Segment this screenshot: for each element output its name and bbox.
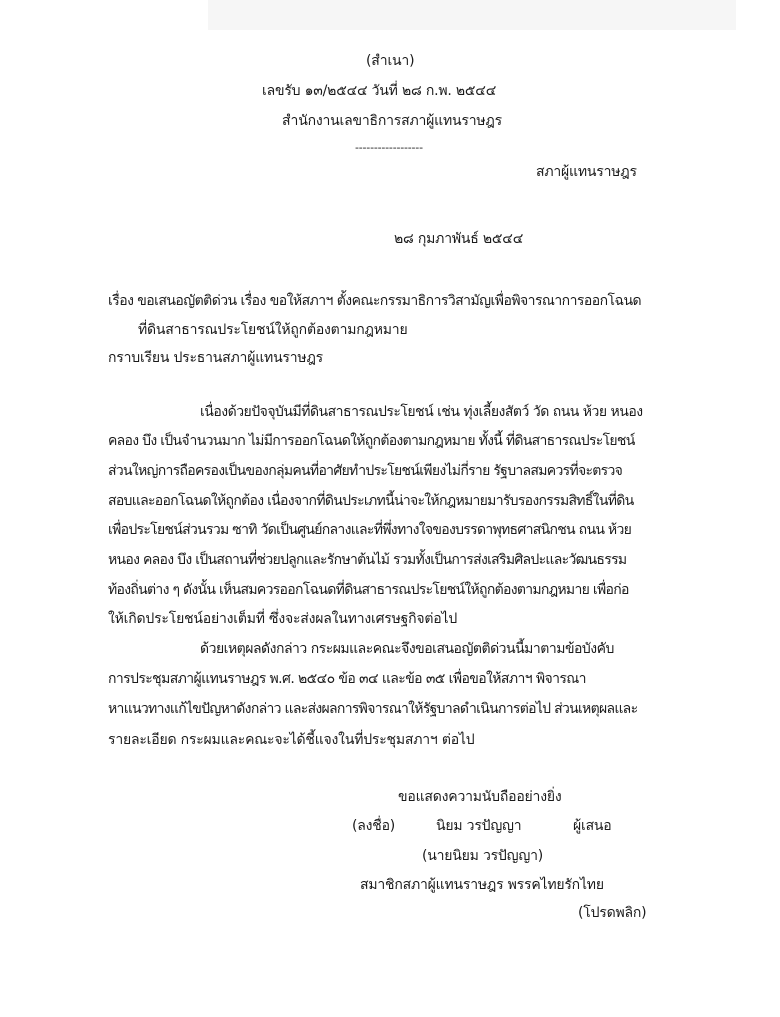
paragraph-2-line: ด้วยเหตุผลดังกล่าว กระผมและคณะจึงขอเสนอญัตติด่วนนี้มาตามข้อบังคับ [200, 641, 614, 657]
paragraph-1-line: ให้เกิดประโยชน์อย่างเต็มที่ ซึ่งจะส่งผลในทางเศรษฐกิจต่อไป [108, 611, 458, 627]
header-divider: ------------------ [355, 141, 423, 154]
salutation: กราบเรียน ประธานสภาผู้แทนราษฎร [108, 350, 323, 366]
paragraph-1-line: คลอง บึง เป็นจำนวนมาก ไม่มีการออกโฉนดให้ถูกต้องตามกฎหมาย ทั้งนี้ ที่ดินสาธารณประโยชน์ [108, 433, 635, 449]
paragraph-1-line: ท้องถิ่นต่าง ๆ ดังนั้น เห็นสมควรออกโฉนดที่ดินสาธารณประโยชน์ให้ถูกต้องตามกฎหมาย เพื่อก่อ [108, 582, 629, 598]
office-name: สำนักงานเลขาธิการสภาผู้แทนราษฎร [282, 113, 502, 129]
signed-label: (ลงชื่อ) [352, 818, 396, 834]
paragraph-1-line: ส่วนใหญ่การถือครองเป็นของกลุ่มคนที่อาศัยทำประโยชน์เพียงไม่กี่ราย รัฐบาลสมควรที่จะตรวจ [108, 463, 623, 479]
signer-name: นิยม วรปัญญา [436, 818, 522, 834]
letter-date: ๒๘ กุมภาพันธ์ ๒๕๔๔ [394, 231, 524, 247]
printed-name: (นายนิยม วรปัญญา) [422, 848, 543, 864]
paragraph-2-line: หาแนวทางแก้ไขปัญหาดังกล่าว และส่งผลการพิจารณาให้รัฐบาลดำเนินการต่อไป ส่วนเหตุผลและ [108, 701, 638, 717]
turn-over-note: (โปรดพลิก) [578, 905, 647, 921]
paragraph-1-line: หนอง คลอง บึง เป็นสถานที่ช่วยปลูกและรักษาต้นไม้ รวมทั้งเป็นการส่งเสริมศิลปะและวัฒนธรรม [108, 552, 627, 568]
subject-line-1: เรื่อง ขอเสนอญัตติด่วน เรื่อง ขอให้สภาฯ ตั้งคณะกรรมาธิการวิสามัญเพื่อพิจารณาการออกโฉนด [108, 293, 642, 309]
signer-position: สมาชิกสภาผู้แทนราษฎร พรรคไทยรักไทย [360, 877, 604, 893]
subject-line-2: ที่ดินสาธารณประโยชน์ให้ถูกต้องตามกฎหมาย [138, 322, 408, 338]
scan-top-edge [208, 0, 736, 30]
closing-phrase: ขอแสดงความนับถืออย่างยิ่ง [398, 789, 562, 805]
receipt-number: เลขรับ ๑๓/๒๕๔๔ วันที่ ๒๘ ก.พ. ๒๕๔๔ [262, 83, 497, 99]
paragraph-2-line: รายละเอียด กระผมและคณะจะได้ชี้แจงในที่ประชุมสภาฯ ต่อไป [108, 732, 475, 748]
sender-org: สภาผู้แทนราษฎร [536, 164, 637, 180]
signer-role: ผู้เสนอ [573, 818, 612, 834]
paragraph-1-line: สอบและออกโฉนดให้ถูกต้อง เนื่องจากที่ดินประเภทนี้น่าจะให้กฎหมายมารับรองกรรมสิทธิ์ในที่ดิน [108, 493, 634, 509]
copy-mark: (สำเนา) [366, 53, 415, 69]
paragraph-2-line: การประชุมสภาผู้แทนราษฎร พ.ศ. ๒๕๔๐ ข้อ ๓๔ และข้อ ๓๕ เพื่อขอให้สภาฯ พิจารณา [108, 671, 586, 687]
paragraph-1-line: เนื่องด้วยปัจจุบันมีที่ดินสาธารณประโยชน์ เช่น ทุ่งเลี้ยงสัตว์ วัด ถนน ห้วย หนอง [200, 404, 643, 420]
paragraph-1-line: เพื่อประโยชน์ส่วนรวม ซาทิ วัดเป็นศูนย์กลางและที่พึ่งทางใจของบรรดาพุทธศาสนิกชน ถนน ห้วย [108, 522, 632, 538]
